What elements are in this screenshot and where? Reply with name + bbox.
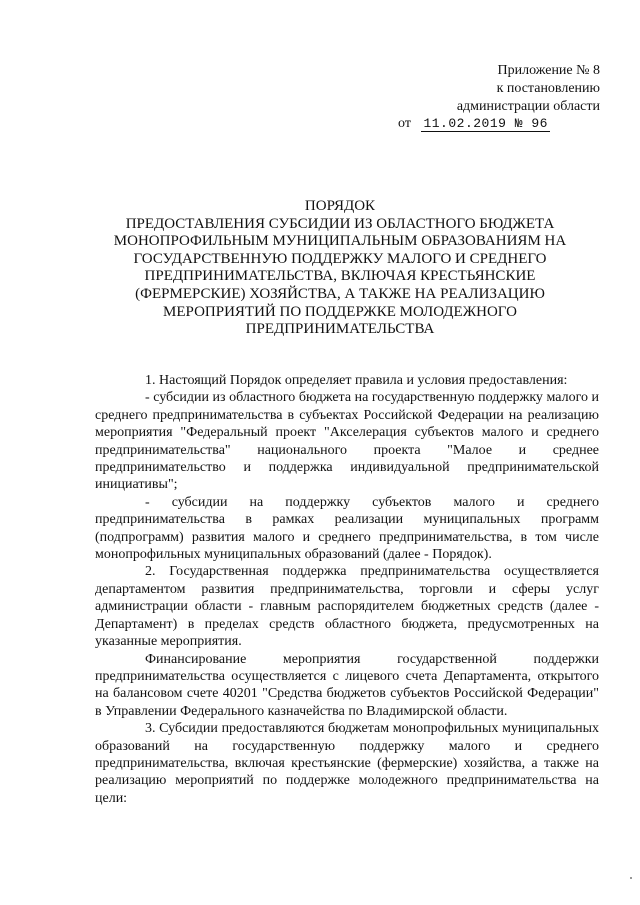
scan-speck	[630, 877, 632, 879]
title-line: ПОРЯДОК	[304, 198, 376, 214]
title-line: ПРЕДПРИНИМАТЕЛЬСТВА	[245, 321, 435, 338]
title-line: ГОСУДАРСТВЕННУЮ ПОДДЕРЖКУ МАЛОГО И СРЕДНЕГО	[133, 250, 547, 267]
title-line: ПРЕДОСТАВЛЕНИЯ СУБСИДИИ ИЗ ОБЛАСТНОГО БЮДЖЕТА	[125, 215, 555, 232]
document-title	[95, 198, 585, 339]
decree-date-number-stamp: 11.02.2019 № 96	[423, 116, 548, 131]
decree-date-line	[398, 116, 550, 132]
title-line: ПРЕДПРИНИМАТЕЛЬСТВА, ВКЛЮЧАЯ КРЕСТЬЯНСКИЕ	[144, 268, 536, 285]
decree-prefix: от	[398, 116, 411, 131]
annex-reference: к постановлению	[496, 81, 600, 96]
document-body	[95, 372, 599, 807]
paragraph-1-item-2: - субсидии на поддержку субъектов малого и среднего предпринимательства в рамках реализации муниципальных программ (подпрограмм) развития малого и среднего предпринимательства, в том числе монопрофильных муниципальных образований (далее - Порядок).	[95, 494, 599, 563]
title-line: МЕРОПРИЯТИЙ ПО ПОДДЕРЖКЕ МОЛОДЕЖНОГО	[163, 303, 517, 320]
annex-number: Приложение № 8	[497, 63, 600, 78]
title-line: (ФЕРМЕРСКИЕ) ХОЗЯЙСТВА, А ТАКЖЕ НА РЕАЛИЗАЦИЮ	[135, 285, 545, 302]
paragraph-3: 3. Субсидии предоставляются бюджетам монопрофильных муниципальных образований на государственную поддержку малого и среднего предпринимательства, включая крестьянские (фермерские) хозяйства, а также на реализацию мероприятий по поддержке молодежного предпринимательства на цели:	[95, 721, 599, 806]
annex-header	[410, 62, 600, 116]
paragraph-2: 2. Государственная поддержка предпринимательства осуществляется департаментом развития предпринимательства, торговли и сферы услуг администрации области - главным распорядителем бюджетных средств (далее - Департамент) в пределах средств областного бюджета, предусмотренных на указанные мероприятия.	[95, 564, 599, 650]
paragraph-2-financing: Финансирование мероприятия государственной поддержки предпринимательства осуществляется с лицевого счета Департамента, открытого на балансовом счете 40201 "Средства бюджетов субъектов Российской Федерации" в Управлении Федерального казначейства по Владимирской области.	[95, 651, 599, 719]
title-line: МОНОПРОФИЛЬНЫМ МУНИЦИПАЛЬНЫМ ОБРАЗОВАНИЯМ НА	[113, 233, 567, 250]
paragraph-1: 1. Настоящий Порядок определяет правила и условия предоставления:	[145, 373, 568, 388]
annex-authority: администрации области	[456, 99, 600, 114]
paragraph-1-item-1: - субсидии из областного бюджета на государственную поддержку малого и среднего предпринимательства в субъектах Российской Федерации на реализацию мероприятия "Федеральный проект "Акселерация субъектов малого и среднего предпринимательства" национального проекта "Малое и среднее предпринимательство и поддержка индивидуальной предпринимательской инициативы";	[95, 390, 599, 493]
